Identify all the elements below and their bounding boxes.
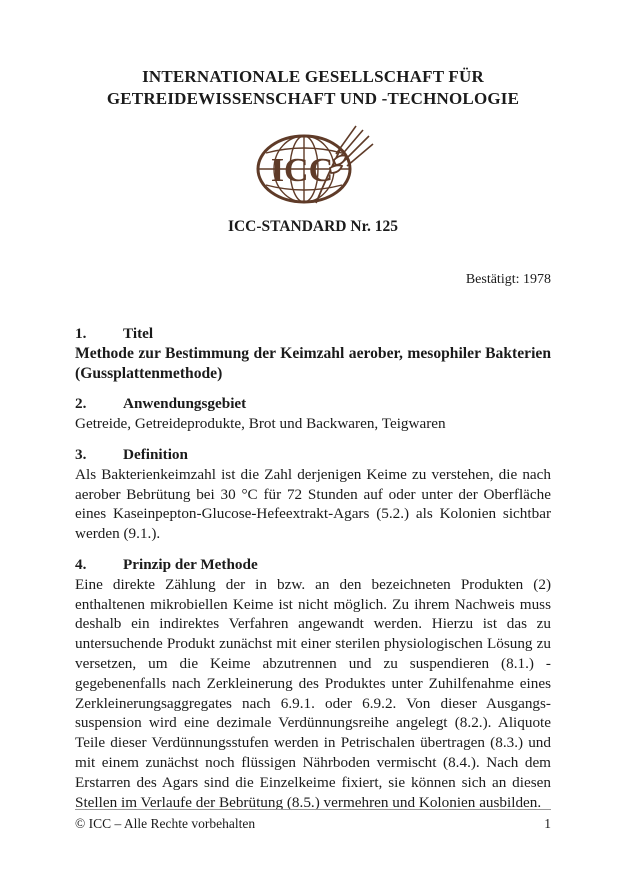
section-title: Anwendungsgebiet	[123, 395, 247, 413]
section-heading	[75, 555, 551, 575]
section-titel	[75, 324, 551, 383]
section-body: Getreide, Getreideprodukte, Brot und Backwaren, Teigwaren	[75, 415, 446, 433]
section-number: 4.	[75, 555, 87, 573]
icc-logo	[75, 124, 551, 206]
organization-title-line1: INTERNATIONALE GESELLSCHAFT FÜR	[142, 67, 484, 86]
section-prinzip-der-methode	[75, 555, 551, 812]
confirmed-date: Bestätigt: 1978	[465, 272, 551, 287]
section-heading	[75, 394, 551, 414]
icc-globe-wheat-icon	[252, 124, 374, 206]
copyright-notice: © ICC – Alle Rechte vorbehalten	[75, 816, 256, 831]
organization-title-line2: GETREIDEWISSENSCHAFT UND -TECHNOLOGIE	[106, 89, 520, 108]
section-title: Titel	[123, 325, 154, 342]
section-body: Methode zur Bestimmung der Keimzahl aerober, mesophiler Bakterien (Gussplattenmethode)	[75, 344, 551, 382]
section-title: Prinzip der Methode	[123, 555, 258, 573]
section-body: Als Bakterienkeimzahl ist die Zahl derjenigen Keime zu verstehen, die nach aerober Bebrütung bei 30 °C für 72 Stunden auf oder unter der Oberfläche eines Kaseinpepton-Glucose-Hefeextrakt-Agars (5.2.) als Kolonien sichtbar werden (9.1.).	[75, 465, 551, 543]
section-body: Eine direkte Zählung der in bzw. an den bezeichneten Produkten (2) enthaltenen mikrobiellen Keime ist nicht möglich. Zu ihrem Nachweis muss deshalb ein indirektes Verfahren angewandt werden. Hierzu ist das zu untersuchende Produkt zunächst mit einer sterilen physiologischen Lösung zu versetzen, um die Keime abzutrennen und zu suspendieren (8.1.) - gegebenenfalls nach Zerkleinerung des Produktes unter Zuhilfenahme eines Zerkleinerungsaggregates nach 6.9.1. oder 6.9.2. Von dieser Ausgangs-suspension wird eine dezimale Verdünnungsreihe angelegt (8.2.). Aliquote Teile dieser Verdünnungsstufen werden in Petrischalen übertragen (8.3.) und mit einem zunächst noch flüssigen Nährboden vermischt (8.4.). Nach dem Erstarren des Agars sind die Einzelkeime fixiert, sie können sich an diesen Stellen im Verlaufe der Bebrütung (8.5.) vermehren und Kolonien ausbilden.	[75, 575, 551, 811]
standard-number-title: ICC-STANDARD Nr. 125	[227, 218, 399, 235]
section-title: Definition	[123, 445, 188, 463]
page-footer	[75, 809, 551, 832]
section-heading	[75, 445, 551, 465]
section-number: 1.	[75, 325, 87, 342]
svg-text:ICC: ICC	[270, 152, 334, 189]
section-number: 3.	[75, 445, 87, 463]
section-definition	[75, 445, 551, 544]
page-number: 1	[544, 816, 551, 831]
organization-title	[75, 66, 551, 110]
section-anwendungsgebiet	[75, 394, 551, 434]
section-number: 2.	[75, 395, 87, 413]
section-heading	[75, 324, 551, 344]
document-body	[75, 324, 551, 812]
